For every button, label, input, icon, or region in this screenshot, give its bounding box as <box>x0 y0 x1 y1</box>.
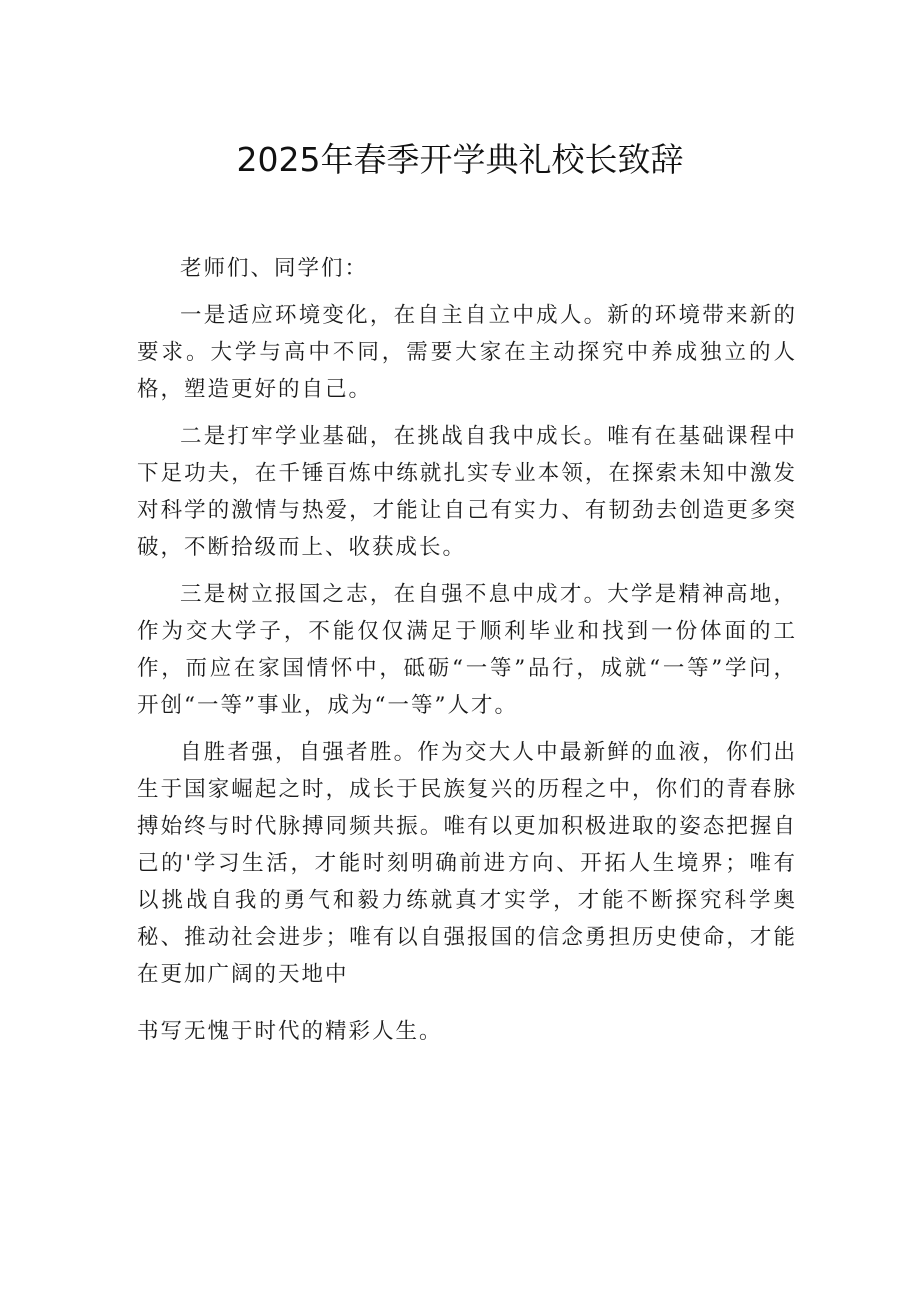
document-body <box>137 250 797 1060</box>
document-title: 2025年春季开学典礼校长致辞 <box>236 140 684 179</box>
closing-line: 书写无愧于时代的精彩人生。 <box>137 1019 443 1044</box>
paragraph-2: 二是打牢学业基础，在挑战自我中成长。唯有在基础课程中下足功夫，在千锤百炼中练就扎实专业本领，在探索未知中激发对科学的激情与热爱，才能让自己有实力、有韧劲去创造更多突破，不断拾级而上、收获成长。 <box>137 424 797 560</box>
paragraph-3: 三是树立报国之志，在自强不息中成才。大学是精神高地，作为交大学子，不能仅仅满足于顺利毕业和找到一份体面的工作，而应在家国情怀中，砥砺“一等”品行，成就“一等”学问，开创“一等”事业，成为“一等”人才。 <box>137 582 797 718</box>
paragraph-1: 一是适应环境变化，在自主自立中成人。新的环境带来新的要求。大学与高中不同，需要大家在主动探究中养成独立的人格，塑造更好的自己。 <box>137 303 797 402</box>
greeting-line: 老师们、同学们： <box>180 256 369 281</box>
paragraph-4: 自胜者强，自强者胜。作为交大人中最新鲜的血液，你们出生于国家崛起之时，成长于民族复兴的历程之中，你们的青春脉搏始终与时代脉搏同频共振。唯有以更加积极进取的姿态把握自己的'学习生活，才能时刻明确前进方向、开拓人生境界；唯有以挑战自我的勇气和毅力练就真才实学，才能不断探究科学奥秘、推动社会进步；唯有以自强报国的信念勇担历史使命，才能在更加广阔的天地中 <box>137 740 797 987</box>
